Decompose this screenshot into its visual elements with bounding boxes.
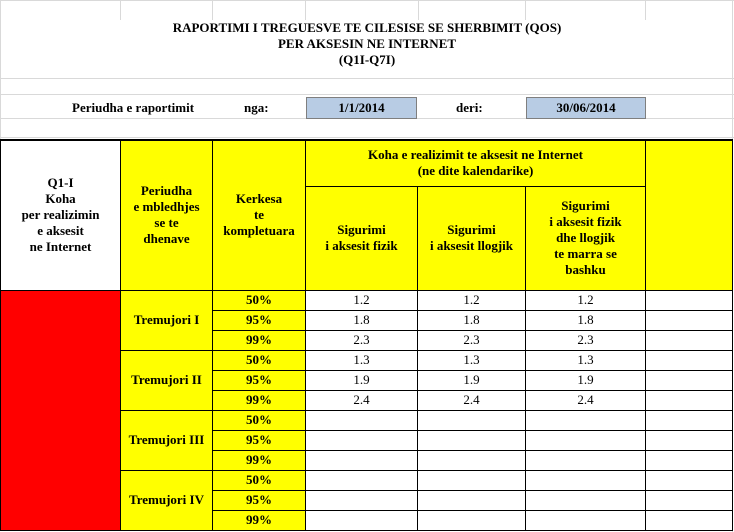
combined-value-cell[interactable] <box>526 450 646 470</box>
logical-value-cell[interactable]: 1.3 <box>418 350 526 370</box>
percentile-cell: 50% <box>213 470 306 490</box>
gridline <box>0 0 734 1</box>
physical-value-cell[interactable]: 1.8 <box>306 310 418 330</box>
sub-header-text: Sigurimi <box>561 198 610 213</box>
combined-value-cell[interactable] <box>526 470 646 490</box>
period-col-text: e mbledhjes <box>133 199 200 215</box>
requests-col-text: kompletuara <box>223 223 295 239</box>
title-line-3: (Q1I-Q7I) <box>338 52 396 67</box>
percentile-cell: 50% <box>213 290 306 310</box>
sub-header-text: i aksesit llogjik <box>429 238 514 253</box>
combined-value-cell[interactable] <box>526 430 646 450</box>
empty-cell[interactable] <box>646 290 733 310</box>
gridline <box>120 0 121 20</box>
empty-cell[interactable] <box>646 470 733 490</box>
to-date-cell[interactable]: 30/06/2014 <box>526 97 646 119</box>
physical-value-cell[interactable]: 1.9 <box>306 370 418 390</box>
combined-value-cell[interactable] <box>526 510 646 530</box>
q1-text: ne Internet <box>29 239 92 255</box>
sub-header-text: dhe llogjik <box>556 230 615 245</box>
period-col-text: dhenave <box>143 231 190 247</box>
physical-value-cell[interactable] <box>306 450 418 470</box>
physical-value-cell[interactable] <box>306 490 418 510</box>
physical-value-cell[interactable]: 1.3 <box>306 350 418 370</box>
empty-cell[interactable] <box>646 390 733 410</box>
empty-cell[interactable] <box>646 310 733 330</box>
gridline <box>0 137 734 138</box>
empty-cell[interactable] <box>646 330 733 350</box>
logical-value-cell[interactable]: 1.9 <box>418 370 526 390</box>
group-header-text: (ne dite kalendarike) <box>417 163 534 179</box>
empty-cell[interactable] <box>646 370 733 390</box>
combined-value-cell[interactable]: 1.2 <box>526 290 646 310</box>
report-title <box>0 20 734 68</box>
gridline <box>212 0 213 20</box>
percentile-cell: 99% <box>213 330 306 350</box>
period-label: Periudha e raportimit <box>72 100 195 115</box>
combined-value-cell[interactable]: 1.9 <box>526 370 646 390</box>
period-col-text: Periudha <box>140 183 193 199</box>
logical-value-cell[interactable]: 2.4 <box>418 390 526 410</box>
physical-value-cell[interactable] <box>306 510 418 530</box>
combined-value-cell[interactable] <box>526 410 646 430</box>
empty-cell[interactable] <box>646 410 733 430</box>
empty-cell[interactable] <box>646 450 733 470</box>
group-header-text: Koha e realizimit te aksesit ne Internet <box>368 147 583 163</box>
requests-col-text: Kerkesa <box>235 191 283 207</box>
to-label: deri: <box>456 100 483 115</box>
combined-value-cell[interactable]: 2.3 <box>526 330 646 350</box>
physical-value-cell[interactable]: 2.4 <box>306 390 418 410</box>
q1-header-cell <box>1 140 121 290</box>
percentile-cell: 95% <box>213 310 306 330</box>
gridline <box>645 0 646 20</box>
physical-value-cell[interactable] <box>306 410 418 430</box>
sub-header-text: i aksesit fizik <box>549 214 622 229</box>
requests-col-text: te <box>253 207 265 223</box>
gridline <box>525 0 526 20</box>
q1-code: Q1-I <box>47 175 74 191</box>
quarter-label: Tremujori I <box>121 290 213 350</box>
physical-value-cell[interactable] <box>306 430 418 450</box>
title-line-2: PER AKSESIN NE INTERNET <box>277 36 457 51</box>
from-label: nga: <box>244 100 269 115</box>
physical-value-cell[interactable]: 2.3 <box>306 330 418 350</box>
red-marker-cell <box>1 290 121 530</box>
logical-value-cell[interactable]: 1.2 <box>418 290 526 310</box>
physical-value-cell[interactable] <box>306 470 418 490</box>
requests-column-header <box>213 140 306 290</box>
empty-cell[interactable] <box>646 350 733 370</box>
percentile-cell: 99% <box>213 450 306 470</box>
sub-header-text: i aksesit fizik <box>325 238 398 253</box>
quarter-label: Tremujori IV <box>121 470 213 530</box>
logical-value-cell[interactable]: 1.8 <box>418 310 526 330</box>
gridline <box>0 94 734 95</box>
empty-cell[interactable] <box>646 490 733 510</box>
percentile-cell: 99% <box>213 510 306 530</box>
percentile-cell: 99% <box>213 390 306 410</box>
logical-value-cell[interactable]: 2.3 <box>418 330 526 350</box>
q1-text: Koha <box>45 191 76 207</box>
logical-value-cell[interactable] <box>418 510 526 530</box>
empty-cell[interactable] <box>646 430 733 450</box>
period-column-header <box>121 140 213 290</box>
combined-value-cell[interactable]: 1.3 <box>526 350 646 370</box>
logical-value-cell[interactable] <box>418 410 526 430</box>
quarter-label: Tremujori II <box>121 350 213 410</box>
sub-header-text: bashku <box>565 262 606 277</box>
percentile-cell: 95% <box>213 490 306 510</box>
q1-text: e aksesit <box>37 223 84 239</box>
combined-value-cell[interactable]: 1.8 <box>526 310 646 330</box>
sub-header-text: Sigurimi <box>447 222 496 237</box>
combined-value-cell[interactable] <box>526 490 646 510</box>
quarter-label: Tremujori III <box>121 410 213 470</box>
physical-value-cell[interactable]: 1.2 <box>306 290 418 310</box>
percentile-cell: 50% <box>213 350 306 370</box>
percentile-cell: 50% <box>213 410 306 430</box>
gridline <box>0 78 734 79</box>
logical-value-cell[interactable] <box>418 450 526 470</box>
logical-value-cell[interactable] <box>418 430 526 450</box>
gridline <box>418 0 419 20</box>
logical-value-cell[interactable] <box>418 470 526 490</box>
percentile-cell: 95% <box>213 430 306 450</box>
physical-access-header <box>306 186 418 290</box>
empty-cell[interactable] <box>646 510 733 530</box>
percentile-cell: 95% <box>213 370 306 390</box>
qos-table <box>0 139 733 531</box>
sub-header-text: te marra se <box>554 246 617 261</box>
q1-text: per realizimin <box>21 207 100 223</box>
time-group-header <box>306 140 646 186</box>
from-date-cell[interactable]: 1/1/2014 <box>306 97 417 119</box>
logical-access-header <box>418 186 526 290</box>
sub-header-text: Sigurimi <box>337 222 386 237</box>
gridline <box>305 0 306 20</box>
combined-access-header <box>526 186 646 290</box>
logical-value-cell[interactable] <box>418 490 526 510</box>
period-col-text: se te <box>154 215 179 231</box>
title-line-1: RAPORTIMI I TREGUESVE TE CILESISE SE SHERBIMIT (QOS) <box>172 20 562 35</box>
combined-value-cell[interactable]: 2.4 <box>526 390 646 410</box>
extra-column-header <box>646 140 733 290</box>
